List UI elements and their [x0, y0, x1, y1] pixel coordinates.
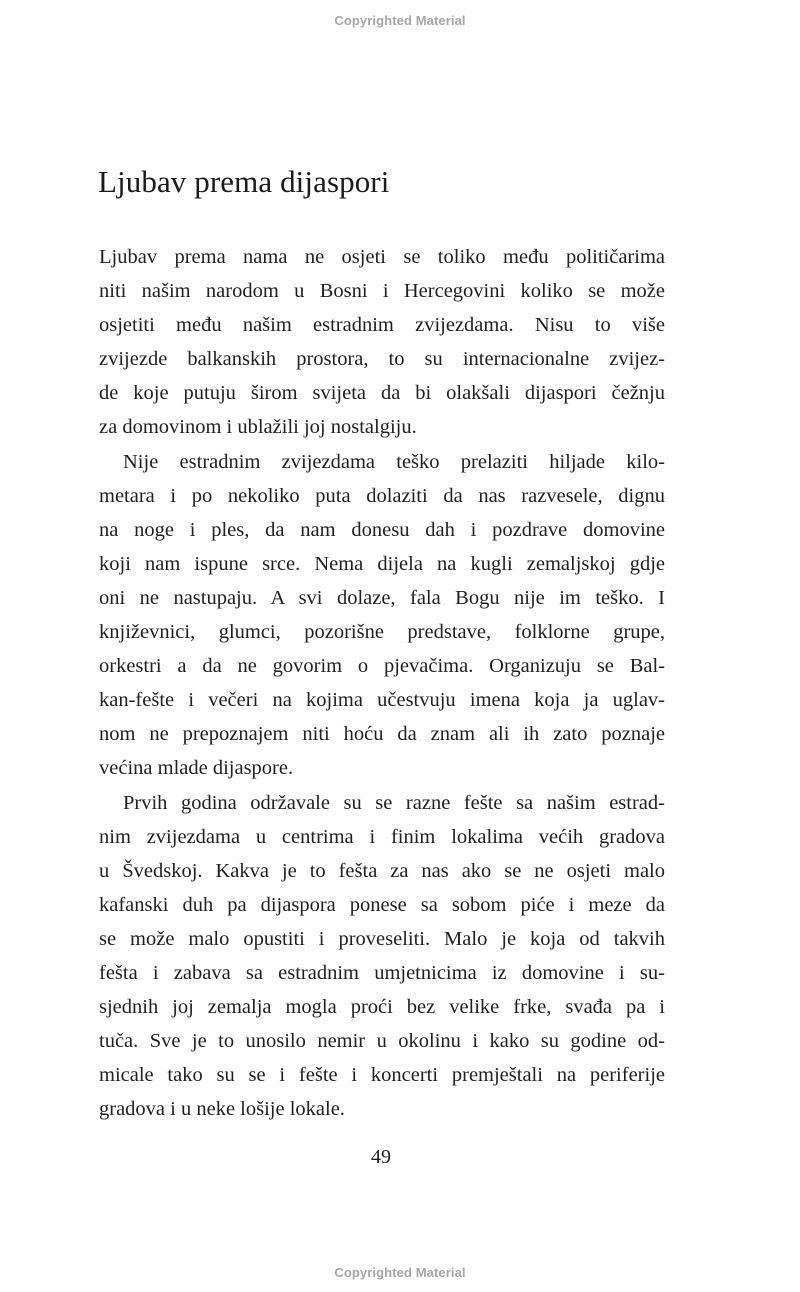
- text-line: niti našim narodom u Bosni i Hercegovini koliko se može: [99, 280, 665, 303]
- text-line: micale tako su se i fešte i koncerti premještali na periferije: [99, 1064, 665, 1087]
- text-line: Prvih godina održavale su se razne fešte sa našim estrad-: [123, 791, 665, 814]
- text-line: orkestri a da ne govorim o pjevačima. Organizuju se Bal-: [99, 655, 665, 678]
- paragraph-3: [99, 786, 665, 1127]
- text-line: književnici, glumci, pozorišne predstave, folklorne grupe,: [99, 621, 665, 644]
- copyright-watermark-top: Copyrighted Material: [334, 13, 466, 28]
- text-line: većina mlade dijaspore.: [99, 757, 294, 780]
- text-line: za domovinom i ublažili joj nostalgiju.: [99, 416, 417, 439]
- paragraph-2: [99, 445, 665, 786]
- text-line: Ljubav prema nama ne osjeti se toliko među političarima: [99, 246, 665, 268]
- copyright-watermark-bottom: Copyrighted Material: [334, 1265, 466, 1280]
- text-line: kan-fešte i večeri na kojima učestvuju imena koja ja uglav-: [99, 689, 665, 712]
- text-line: de koje putuju širom svijeta da bi olakšali dijaspori čežnju: [99, 382, 665, 405]
- text-line: sjednih joj zemalja mogla proći bez velike frke, svađa pa i: [99, 996, 665, 1019]
- text-line: osjetiti među našim estradnim zvijezdama. Nisu to više: [99, 314, 665, 337]
- text-line: koji nam ispune srce. Nema dijela na kugli zemaljskoj gdje: [99, 552, 665, 575]
- text-line: zvijezde balkanskih prostora, to su internacionalne zvijez-: [99, 348, 665, 371]
- page-number: 49: [371, 1146, 391, 1168]
- text-line: nom ne prepoznajem niti hoću da znam ali ih zato poznaje: [99, 723, 665, 746]
- text-line: oni ne nastupaju. A svi dolaze, fala Bogu nije im teško. I: [99, 586, 665, 609]
- text-line: gradova i u neke lošije lokale.: [99, 1098, 345, 1121]
- text-line: se može malo opustiti i proveseliti. Malo je koja od takvih: [99, 927, 665, 950]
- text-line: Nije estradnim zvijezdama teško prelaziti hiljade kilo-: [123, 450, 665, 473]
- text-line: nim zvijezdama u centrima i finim lokalima većih gradova: [99, 825, 665, 848]
- text-line: u Švedskoj. Kakva je to fešta za nas ako se ne osjeti malo: [99, 859, 665, 882]
- chapter-body: [99, 240, 665, 1126]
- text-line: tuča. Sve je to unosilo nemir u okolinu i kako su godine od-: [99, 1030, 665, 1053]
- text-line: fešta i zabava sa estradnim umjetnicima iz domovine i su-: [99, 961, 665, 984]
- text-line: metara i po nekoliko puta dolaziti da nas razvesele, dignu: [99, 484, 665, 507]
- paragraph-1: [99, 240, 665, 445]
- chapter-title: Ljubav prema dijaspori: [98, 164, 390, 199]
- text-line: kafanski duh pa dijaspora ponese sa sobom piće i meze da: [99, 893, 665, 916]
- text-line: na noge i ples, da nam donesu dah i pozdrave domovine: [99, 518, 665, 541]
